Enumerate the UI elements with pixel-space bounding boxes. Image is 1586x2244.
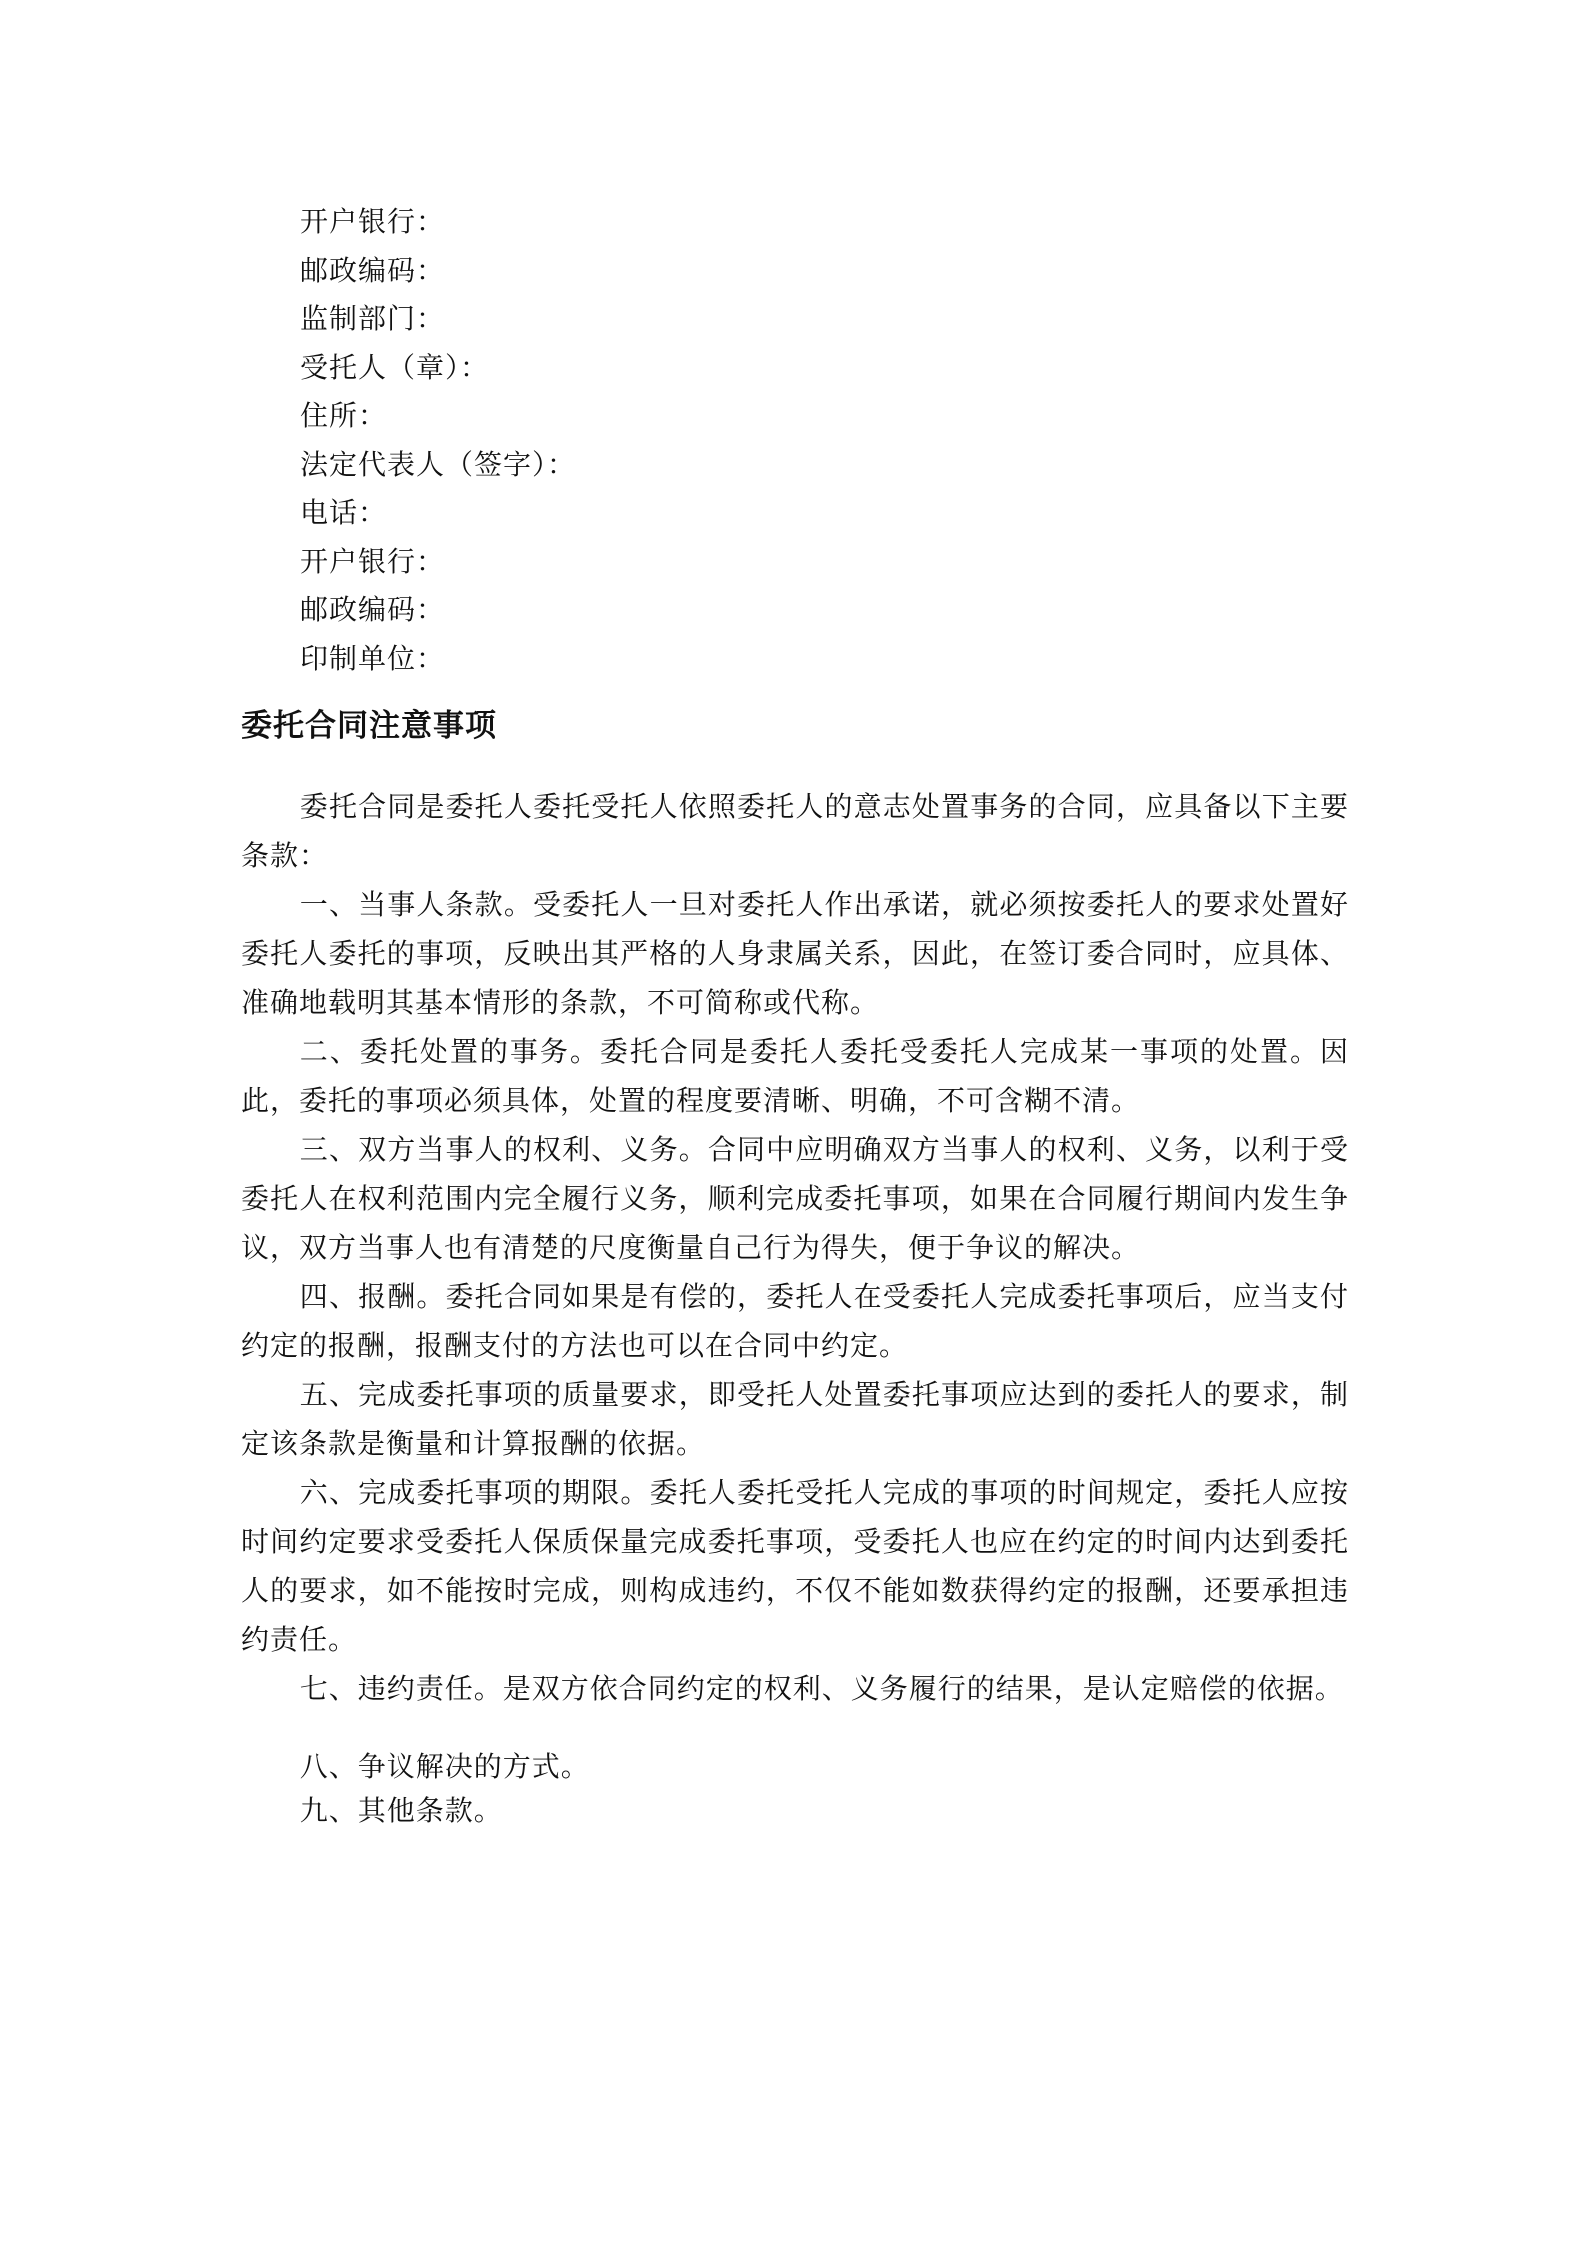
- field-address: 住所：: [300, 399, 388, 432]
- paragraph-clause-7: 七、违约责任。是双方依合同约定的权利、义务履行的结果，是认定赔偿的依据。: [299, 1672, 1344, 1705]
- paragraph-clause-5: 五、完成委托事项的质量要求，即受托人处置委托事项应达到的委托人的要求，制定该条款是衡量和计算报酬的依据。: [241, 1378, 1349, 1460]
- field-legal-rep-signature: 法定代表人（签字）：: [300, 447, 577, 481]
- paragraph-clause-8: 八、争议解决的方式。: [299, 1750, 590, 1783]
- section-title: 委托合同注意事项: [241, 708, 497, 744]
- field-bank: 开户银行：: [300, 205, 446, 238]
- field-trustee-seal: 受托人（章）：: [300, 350, 490, 384]
- paragraph-intro: 委托合同是委托人委托受托人依照委托人的意志处置事务的合同，应具备以下主要条款：: [241, 790, 1349, 872]
- paragraph-clause-4: 四、报酬。委托合同如果是有偿的，委托人在受委托人完成委托事项后，应当支付约定的报酬，报酬支付的方法也可以在合同中约定。: [241, 1280, 1349, 1362]
- notes-body: [241, 782, 1349, 1713]
- field-postcode-2: 邮政编码：: [300, 593, 446, 626]
- field-printing-unit: 印制单位：: [300, 641, 446, 675]
- field-postcode: 邮政编码：: [300, 253, 446, 287]
- paragraph-clause-1: 一、当事人条款。受委托人一旦对委托人作出承诺，就必须按委托人的要求处置好委托人委托的事项，反映出其严格的人身隶属关系，因此，在签订委合同时，应具体、准确地载明其基本情形的条款，不可简称或代称。: [241, 888, 1349, 1019]
- paragraph-clause-3: 三、双方当事人的权利、义务。合同中应明确双方当事人的权利、义务，以利于受委托人在权利范围内完全履行义务，顺利完成委托事项，如果在合同履行期间内发生争议，双方当事人也有清楚的尺度衡量自己行为得失，便于争议的解决。: [241, 1133, 1349, 1264]
- field-bank-2: 开户银行：: [300, 544, 446, 578]
- field-supervising-dept: 监制部门：: [300, 302, 446, 335]
- paragraph-clause-6: 六、完成委托事项的期限。委托人委托受托人完成的事项的时间规定，委托人应按时间约定要求受委托人保质保量完成委托事项，受委托人也应在约定的时间内达到委托人的要求，如不能按时完成，则构成违约，不仅不能如数获得约定的报酬，还要承担违约责任。: [241, 1476, 1349, 1656]
- paragraph-clause-2: 二、委托处置的事务。委托合同是委托人委托受委托人完成某一事项的处置。因此，委托的事项必须具体，处置的程度要清晰、明确，不可含糊不清。: [241, 1035, 1349, 1117]
- notes-tail: [241, 1745, 1349, 1833]
- paragraph-clause-9: 九、其他条款。: [299, 1794, 503, 1827]
- field-phone: 电话：: [300, 496, 388, 529]
- contract-fields: [300, 198, 1200, 683]
